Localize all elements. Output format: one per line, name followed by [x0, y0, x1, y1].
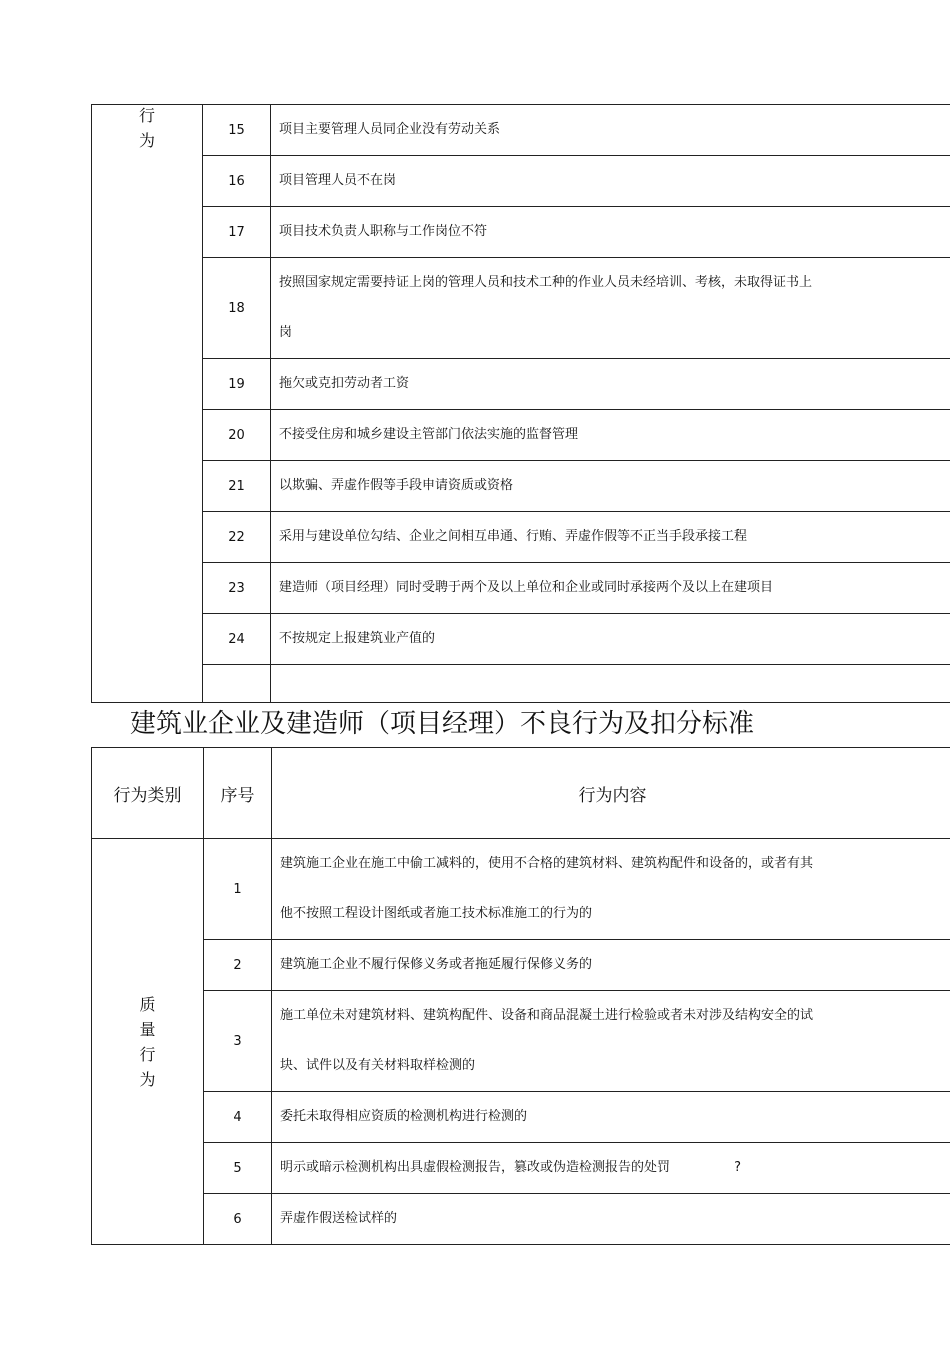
row-content: 采用与建设单位勾结、企业之间相互串通、行贿、弄虚作假等不正当手段承接工程	[271, 512, 950, 563]
row-number: 19	[203, 359, 271, 410]
row-number: 18	[203, 258, 271, 359]
category-char: 质	[139, 994, 156, 1014]
header-number: 序号	[204, 748, 272, 839]
row-content: 项目主要管理人员同企业没有劳动关系	[271, 105, 950, 156]
category-char: 为	[138, 131, 155, 150]
row-content-line: 块、试件以及有关材料取样检测的	[280, 1058, 476, 1073]
header-category: 行为类别	[92, 748, 204, 839]
category-char: 为	[139, 1069, 156, 1089]
row-number: 3	[204, 991, 272, 1092]
row-content-line: 他不按照工程设计图纸或者施工技术标准施工的行为的	[280, 906, 593, 921]
row-content-line: 施工单位未对建筑材料、建筑构配件、设备和商品混凝土进行检验或者未对涉及结构安全的试	[280, 1008, 814, 1023]
row-content-line: 岗	[279, 325, 293, 340]
row-number: 23	[203, 563, 271, 614]
row-content-text: 明示或暗示检测机构出具虚假检测报告，篡改或伪造检测报告的处罚	[280, 1160, 671, 1175]
row-content: 委托未取得相应资质的检测机构进行检测的	[272, 1092, 950, 1143]
category-cell	[92, 839, 204, 1245]
category-cell	[92, 105, 203, 703]
row-number: 16	[203, 156, 271, 207]
row-content: 建造师（项目经理）同时受聘于两个及以上单位和企业或同时承接两个及以上在建项目	[271, 563, 950, 614]
row-number: 2	[204, 940, 272, 991]
question-mark: ?	[734, 1160, 742, 1175]
row-content: 不接受住房和城乡建设主管部门依法实施的监督管理	[271, 410, 950, 461]
row-number: 15	[203, 105, 271, 156]
row-content	[272, 839, 950, 940]
page-title: 建筑业企业及建造师（项目经理）不良行为及扣分标准	[130, 709, 755, 739]
row-content: 建筑施工企业不履行保修义务或者拖延履行保修义务的	[272, 940, 950, 991]
row-content: 项目技术负责人职称与工作岗位不符	[271, 207, 950, 258]
row-number: 20	[203, 410, 271, 461]
category-char: 行	[138, 106, 155, 125]
row-number: 4	[204, 1092, 272, 1143]
category-char: 行	[139, 1044, 156, 1064]
row-content	[272, 1143, 950, 1194]
row-number: 21	[203, 461, 271, 512]
empty-cell	[271, 665, 950, 703]
row-content	[272, 991, 950, 1092]
empty-cell	[203, 665, 271, 703]
row-number: 22	[203, 512, 271, 563]
quality-behavior-table	[91, 747, 950, 1245]
row-content: 弄虚作假送检试样的	[272, 1194, 950, 1245]
row-content: 拖欠或克扣劳动者工资	[271, 359, 950, 410]
behavior-table-continued	[91, 104, 950, 703]
row-content	[271, 258, 950, 359]
row-content-line: 按照国家规定需要持证上岗的管理人员和技术工种的作业人员未经培训、考核，未取得证书上	[279, 275, 813, 290]
category-char: 量	[139, 1019, 156, 1039]
row-content: 不按规定上报建筑业产值的	[271, 614, 950, 665]
row-number: 5	[204, 1143, 272, 1194]
row-number: 24	[203, 614, 271, 665]
row-number: 17	[203, 207, 271, 258]
row-content-line: 建筑施工企业在施工中偷工减料的，使用不合格的建筑材料、建筑构配件和设备的，或者有其	[280, 856, 814, 871]
row-number: 6	[204, 1194, 272, 1245]
header-content: 行为内容	[272, 748, 950, 839]
row-content: 以欺骗、弄虚作假等手段申请资质或资格	[271, 461, 950, 512]
row-content: 项目管理人员不在岗	[271, 156, 950, 207]
row-number: 1	[204, 839, 272, 940]
